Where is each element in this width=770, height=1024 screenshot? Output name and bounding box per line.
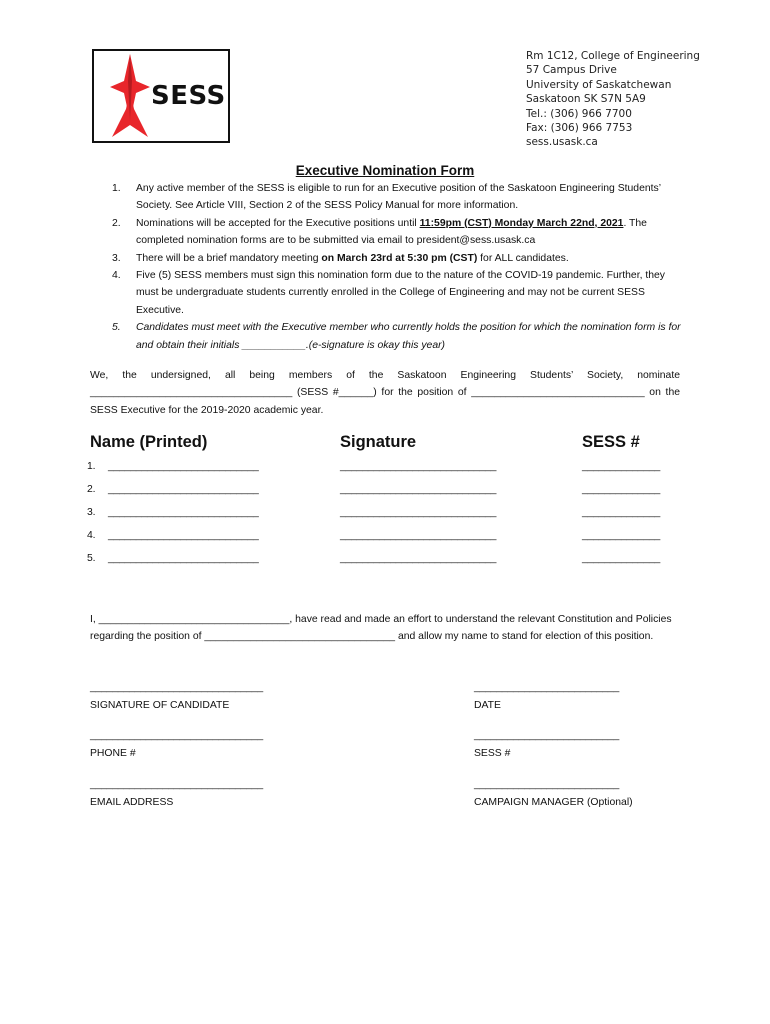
address-line: Rm 1C12, College of Engineering: [526, 50, 700, 62]
sess-number-field[interactable]: ______________: [582, 530, 661, 541]
candidate-signature-label: SIGNATURE OF CANDIDATE: [90, 700, 230, 711]
sess-number-field[interactable]: ______________: [582, 484, 661, 495]
rule-text: Five (5) SESS members must sign this nomination form due to the nature of the COVID-19 pandemic. Further, they must be undergraduate students currently enrolled in the College of Engineering and may not be current SESS Executive.: [136, 270, 666, 316]
phone-field[interactable]: _______________________________: [90, 730, 263, 741]
address-block: [526, 49, 700, 150]
candidate-sess-field[interactable]: __________________________: [474, 730, 620, 741]
address-line: sess.usask.ca: [526, 136, 598, 149]
sess-logo: [92, 49, 230, 143]
address-line: Tel.: (306) 966 7700: [526, 107, 632, 120]
name-field[interactable]: ___________________________: [108, 530, 259, 541]
header-sess: SESS #: [582, 433, 640, 451]
rule-item: [108, 215, 688, 250]
address-line: Saskatoon SK S7N 5A9: [526, 93, 646, 106]
address-line: University of Saskatchewan: [526, 78, 672, 91]
signature-field[interactable]: ____________________________: [340, 461, 497, 472]
rule-text: Any active member of the SESS is eligible to run for an Executive position of the Saskatoon Engineering Students’ Society. See Article VIII, Section 2 of the SESS Policy Manual for more information.: [136, 183, 661, 212]
signature-field[interactable]: ____________________________: [340, 507, 497, 518]
signature-field[interactable]: ____________________________: [340, 484, 497, 495]
rule-number: 4.: [112, 270, 121, 282]
rule-text: There will be a brief mandatory meeting: [136, 252, 322, 264]
meeting-text: on March 23rd at 5:30 pm (CST): [321, 252, 478, 264]
sess-number-field[interactable]: ______________: [582, 553, 661, 564]
rule-item: [108, 267, 688, 319]
row-number: 3.: [87, 507, 96, 518]
deadline-text: 11:59pm (CST) Monday March 22nd, 2021: [419, 217, 624, 229]
name-field[interactable]: ___________________________: [108, 461, 259, 472]
rule-item: [108, 250, 688, 267]
email-label: EMAIL ADDRESS: [90, 797, 174, 808]
rule-number: 1.: [112, 183, 121, 194]
address-line: Fax: (306) 966 7753: [526, 122, 633, 135]
sess-number-field[interactable]: ______________: [582, 461, 661, 472]
rule-number: 2.: [112, 217, 121, 229]
rule-text: . The completed nomination forms are to be submitted via email to president@sess.usask.ca: [136, 217, 647, 247]
candidate-signature-field[interactable]: _______________________________: [90, 682, 263, 693]
nomination-statement: We, the undersigned, all being members of the Saskatoon Engineering Students’ Society, nominate ___________________________________ (SESS #______) for the position of ______________________________ on the SESS Executive for the 2019-2020 academic year.: [90, 370, 680, 416]
form-title: Executive Nomination Form: [295, 163, 475, 178]
row-number: 4.: [87, 530, 96, 541]
address-line: 57 Campus Drive: [526, 64, 617, 77]
row-number: 1.: [87, 461, 96, 472]
header-signature: Signature: [340, 433, 417, 451]
rule-text: Nominations will be accepted for the Executive positions until: [136, 217, 420, 229]
logo-text: SESS: [151, 81, 226, 111]
name-field[interactable]: ___________________________: [108, 553, 259, 564]
campaign-manager-field[interactable]: __________________________: [474, 779, 620, 790]
date-field[interactable]: __________________________: [474, 682, 620, 693]
rule-item: [108, 319, 688, 354]
rules-list: [108, 180, 688, 354]
acknowledgement-statement: I, _________________________________, have read and made an effort to understand the relevant Constitution and Policies regarding the position of _________________________________ and allow my name to stand for election of this position.: [90, 614, 672, 643]
rule-number: 3.: [112, 252, 121, 264]
email-field[interactable]: _______________________________: [90, 779, 263, 790]
rule-item: [108, 180, 688, 215]
header-name: Name (Printed): [90, 433, 208, 451]
row-number: 2.: [87, 484, 96, 495]
date-label: DATE: [474, 700, 501, 711]
signature-field[interactable]: ____________________________: [340, 553, 497, 564]
sess-number-field[interactable]: ______________: [582, 507, 661, 518]
campaign-manager-label: CAMPAIGN MANAGER (Optional): [474, 797, 633, 808]
name-field[interactable]: ___________________________: [108, 507, 259, 518]
rule-text: Candidates must meet with the Executive member who currently holds the position for which the nomination form is for and obtain their initials ___________.(e-signature is okay this year): [136, 322, 681, 351]
row-number: 5.: [87, 553, 96, 564]
name-field[interactable]: ___________________________: [108, 484, 259, 495]
sess-label: SESS #: [474, 748, 511, 759]
phone-label: PHONE #: [90, 748, 136, 759]
signature-field[interactable]: ____________________________: [340, 530, 497, 541]
rule-number: 5.: [112, 322, 121, 334]
rule-text: for ALL candidates.: [477, 252, 569, 264]
